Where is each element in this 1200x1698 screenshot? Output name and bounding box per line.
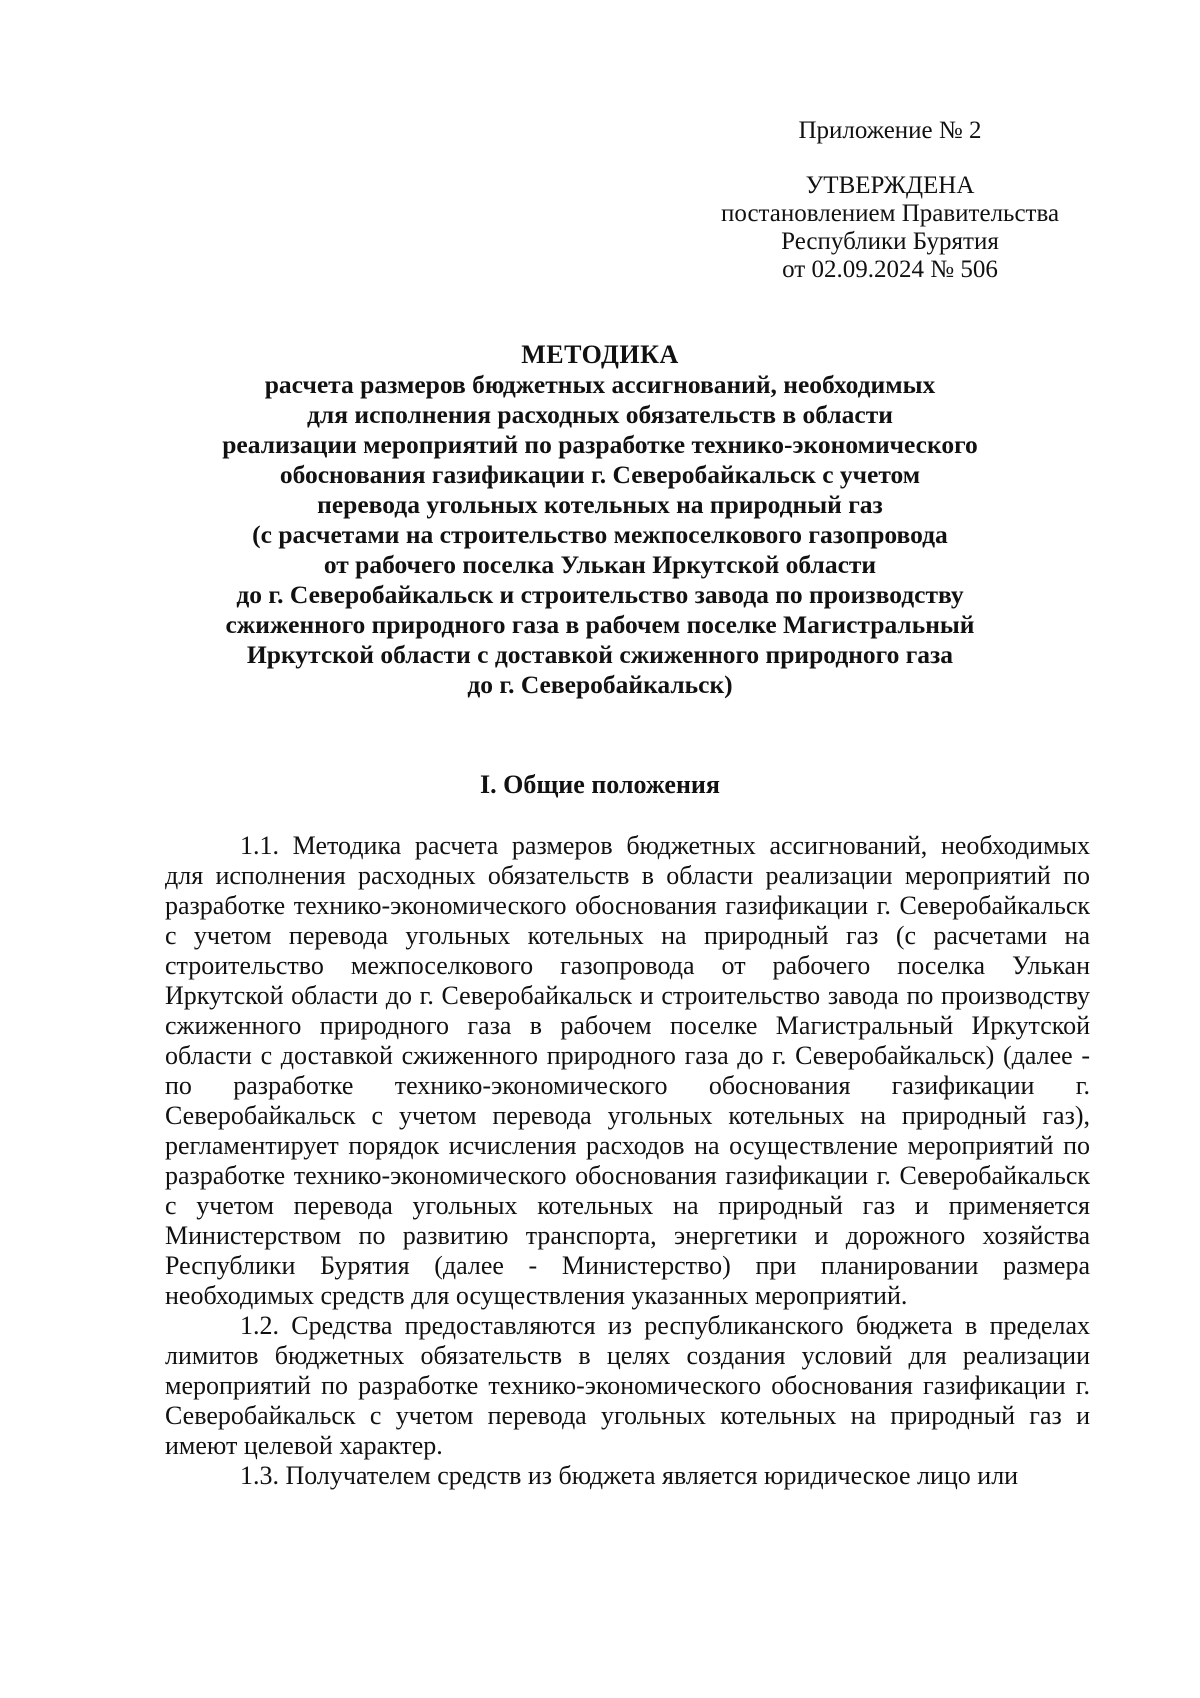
section-body [165, 831, 1090, 1491]
title-line: реализации мероприятий по разработке технико-экономического [222, 430, 978, 459]
title-line: обоснования газификации г. Северобайкальск с учетом [279, 460, 921, 489]
approval-line: Республики Бурятия [781, 228, 999, 255]
title-line: (с расчетами на строительство межпоселкового газопровода [252, 520, 948, 549]
section-heading: I. Общие положения [480, 770, 720, 799]
title-line: до г. Северобайкальск и строительство завода по производству [236, 580, 964, 609]
title-line: от рабочего поселка Улькан Иркутской области [323, 550, 877, 579]
title-main: МЕТОДИКА [521, 340, 679, 369]
title-line: расчета размеров бюджетных ассигнований, необходимых [264, 370, 936, 399]
document-title [100, 340, 1100, 700]
paragraph-1-1: 1.1. Методика расчета размеров бюджетных ассигнований, необходимых для исполнения расходных обязательств в области реализации мероприятий по разработке технико-экономического обоснования газификации г. Северобайкальск с учетом перевода угольных котельных на природный газ (с расчетами на строительство межпоселкового газопровода от рабочего поселка Улькан Иркутской области до г. Северобайкальск и строительство завода по производству сжиженного природного газа в рабочем поселке Магистральный Иркутской области с доставкой сжиженного природного газа до г. Северобайкальск) (далее - по разработке технико-экономического обоснования газификации г. Северобайкальск с учетом перевода угольных котельных на природный газ), регламентирует порядок исчисления расходов на осуществление мероприятий по разработке технико-экономического обоснования газификации г. Северобайкальск с учетом перевода угольных котельных на природный газ и применяется Министерством по развитию транспорта, энергетики и дорожного хозяйства Республики Бурятия (далее - Министерство) при планировании размера необходимых средств для осуществления указанных мероприятий. [165, 831, 1090, 1310]
title-line: Иркутской области с доставкой сжиженного природного газа [246, 640, 954, 669]
paragraph-1-2: 1.2. Средства предоставляются из республиканского бюджета в пределах лимитов бюджетных обязательств в целях создания условий для реализации мероприятий по разработке технико-экономического обоснования газификации г. Северобайкальск с учетом перевода угольных котельных на природный газ и имеют целевой характер. [165, 1311, 1090, 1460]
appendix-label: Приложение № 2 [798, 117, 982, 144]
title-line: перевода угольных котельных на природный газ [317, 490, 883, 519]
paragraph-1-3: 1.3. Получателем средств из бюджета является юридическое лицо или [240, 1461, 1019, 1490]
approval-stamp [700, 172, 1080, 284]
approval-line: от 02.09.2024 № 506 [782, 256, 998, 283]
title-line: до г. Северобайкальск) [467, 670, 733, 699]
title-line: для исполнения расходных обязательств в области [307, 400, 893, 429]
approval-line: постановлением Правительства [720, 200, 1060, 227]
title-line: сжиженного природного газа в рабочем поселке Магистральный [225, 610, 975, 639]
approval-line: УТВЕРЖДЕНА [805, 172, 975, 199]
